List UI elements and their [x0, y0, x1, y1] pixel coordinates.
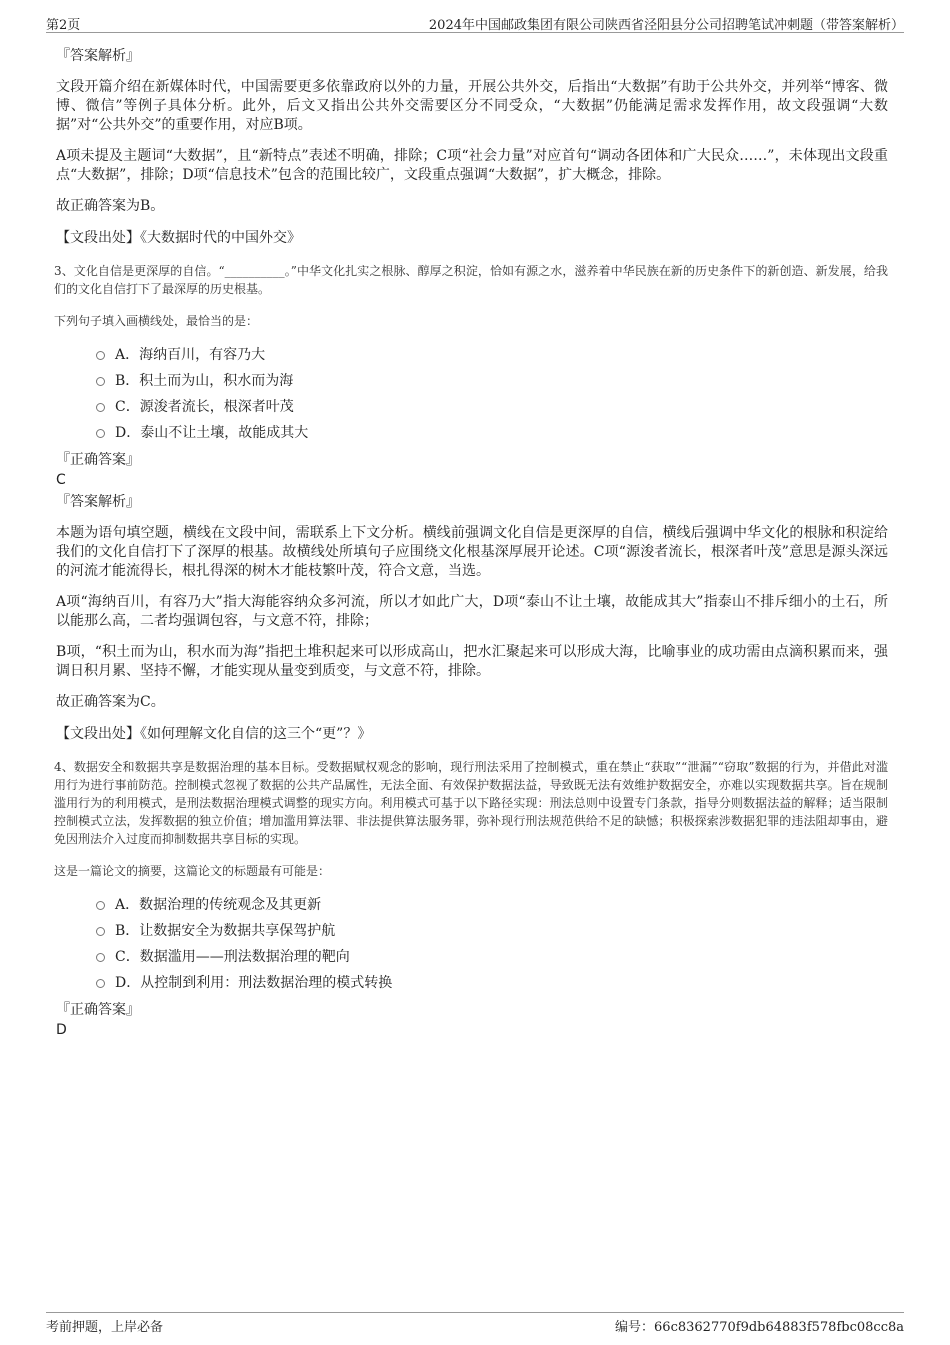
option-d[interactable]	[96, 970, 888, 996]
question-prompt: 下列句子填入画横线处，最恰当的是：	[54, 314, 259, 328]
radio-icon[interactable]	[96, 901, 105, 910]
footer-slogan: 考前押题，上岸必备	[46, 1320, 164, 1335]
document-id: 编号：66c8362770f9db64883f578fbc08cc8a	[615, 1320, 904, 1335]
source-citation: 【文段出处】《如何理解文化自信的这三个“更”？》	[56, 726, 372, 742]
analysis-label: 『答案解析』	[56, 48, 140, 64]
analysis-paragraph: A项未提及主题词“大数据”，且“新特点”表述不明确，排除；C项“社会力量”对应首句“调动各团体和广大民众……”，未体现出文段重点“大数据”，排除；D项“信息技术”包含的范围比较广，文段重点强调“大数据”，扩大概念，排除。	[56, 148, 888, 183]
correct-answer: C	[56, 472, 66, 488]
analysis-paragraph: B项，“积土而为山，积水而为海”指把土堆积起来可以形成高山，把水汇聚起来可以形成大海，比喻事业的成功需由点滴积累而来，强调日积月累、坚持不懈，才能实现从量变到质变，与文意不符，排除。	[56, 644, 888, 679]
document-title: 2024年中国邮政集团有限公司陕西省泾阳县分公司招聘笔试冲刺题（带答案解析）	[428, 18, 904, 33]
radio-icon[interactable]	[96, 927, 105, 936]
analysis-paragraph: 故正确答案为B。	[56, 198, 165, 214]
question-4	[56, 758, 888, 1040]
analysis-paragraph: 故正确答案为C。	[56, 694, 165, 710]
question-stem: 4、数据安全和数据共享是数据治理的基本目标。受数据赋权观念的影响，现行刑法采用了控制模式，重在禁止“获取”“泄漏”“窃取”数据的行为，并借此对滥用行为进行事前防范。控制模式忽视了数据的公共产品属性，无法全面、有效保护数据法益，导致既无法有效维护数据安全，亦难以实现数据共享。旨在规制滥用行为的利用模式，是刑法数据治理模式调整的现实方向。利用模式可基于以下路径实现：刑法总则中设置专门条款，指导分则数据法益的解释；适当限制控制模式立法，发挥数据的独立价值；增加滥用算法罪、非法提供算法服务罪，弥补现行刑法规范供给不足的缺憾；积极探索涉数据犯罪的违法阻却事由，避免因刑法介入过度而抑制数据共享目标的实现。	[54, 760, 888, 846]
question-2-analysis	[56, 46, 888, 248]
option-label: B．积土而为山，积水而为海	[115, 373, 294, 389]
option-a[interactable]	[96, 342, 888, 368]
option-label: A．数据治理的传统观念及其更新	[115, 897, 322, 913]
option-label: A．海纳百川，有容乃大	[115, 347, 266, 363]
option-label: C．源浚者流长，根深者叶茂	[115, 399, 294, 415]
radio-icon[interactable]	[96, 377, 105, 386]
option-a[interactable]	[96, 892, 888, 918]
option-label: B．让数据安全为数据共享保驾护航	[115, 923, 336, 939]
radio-icon[interactable]	[96, 429, 105, 438]
option-b[interactable]	[96, 368, 888, 394]
page-content	[56, 46, 888, 1042]
option-list	[96, 342, 888, 446]
radio-icon[interactable]	[96, 403, 105, 412]
correct-answer: D	[56, 1022, 67, 1038]
analysis-paragraph: A项“海纳百川，有容乃大”指大海能容纳众多河流，所以才如此广大，D项“泰山不让土壤，故能成其大”指泰山不排斥细小的土石，所以能那么高，二者均强调包容，与文意不符，排除；	[56, 594, 888, 629]
option-c[interactable]	[96, 394, 888, 420]
question-prompt: 这是一篇论文的摘要，这篇论文的标题最有可能是：	[54, 864, 331, 878]
option-c[interactable]	[96, 944, 888, 970]
page-number: 第2页	[46, 18, 81, 33]
option-label: C．数据滥用——刑法数据治理的靶向	[115, 949, 350, 965]
option-d[interactable]	[96, 420, 888, 446]
option-label: D．从控制到利用：刑法数据治理的模式转换	[115, 975, 393, 991]
page-header	[46, 14, 904, 33]
correct-answer-label: 『正确答案』	[56, 452, 140, 468]
question-3	[56, 262, 888, 744]
option-list	[96, 892, 888, 996]
correct-answer-label: 『正确答案』	[56, 1002, 140, 1018]
option-label: D．泰山不让土壤，故能成其大	[115, 425, 309, 441]
option-b[interactable]	[96, 918, 888, 944]
question-stem: 3、文化自信是更深厚的自信。“__________。”中华文化扎实之根脉、醇厚之积淀，恰如有源之水，滋养着中华民族在新的历史条件下的新创造、新发展，给我们的文化自信打下了最深厚的历史根基。	[54, 264, 888, 296]
radio-icon[interactable]	[96, 953, 105, 962]
analysis-label: 『答案解析』	[56, 494, 140, 510]
radio-icon[interactable]	[96, 979, 105, 988]
analysis-paragraph: 文段开篇介绍在新媒体时代，中国需要更多依靠政府以外的力量，开展公共外交，后指出“大数据”有助于公共外交，并列举“博客、微博、微信”等例子具体分析。此外，后文又指出公共外交需要区分不同受众，“大数据”仍能满足需求发挥作用，故文段强调“大数据”对“公共外交”的重要作用，对应B项。	[56, 79, 888, 133]
analysis-paragraph: 本题为语句填空题，横线在文段中间，需联系上下文分析。横线前强调文化自信是更深厚的自信，横线后强调中华文化的根脉和积淀给我们的文化自信打下了深厚的根基。故横线处所填句子应围绕文化根基深厚展开论述。C项“源浚者流长，根深者叶茂”意思是源头深远的河流才能流得长，根扎得深的树木才能枝繁叶茂，符合文意，当选。	[56, 525, 888, 579]
source-citation: 【文段出处】《大数据时代的中国外交》	[56, 230, 301, 246]
page-footer	[46, 1312, 904, 1335]
radio-icon[interactable]	[96, 351, 105, 360]
